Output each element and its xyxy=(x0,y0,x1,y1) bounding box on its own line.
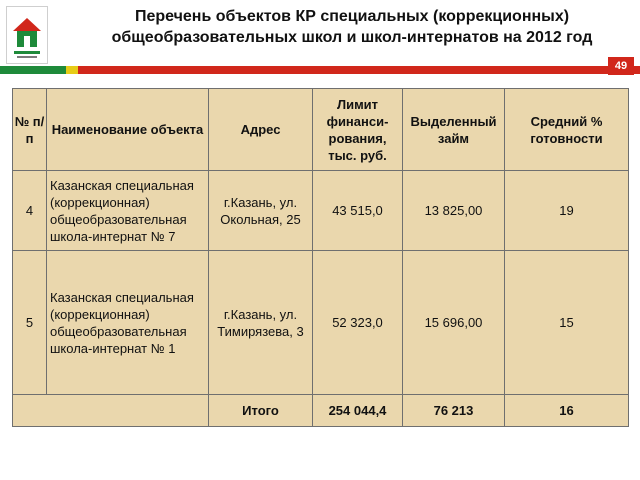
title-line-1: Перечень объектов КР специальных (коррекционных) xyxy=(134,8,570,25)
object-address: г.Казань, ул. Тимирязева, 3 xyxy=(209,251,313,395)
table-row xyxy=(13,251,629,395)
column-header-name: Наименование объекта xyxy=(47,89,209,171)
total-label: Итого xyxy=(209,395,313,427)
total-limit: 254 044,4 xyxy=(313,395,403,427)
page-number-badge: 49 xyxy=(608,57,634,75)
row-number: 4 xyxy=(13,171,47,251)
column-header-readiness: Средний % готовности xyxy=(505,89,629,171)
allocated-loan: 15 696,00 xyxy=(403,251,505,395)
table-header-row xyxy=(13,89,629,171)
readiness-percent: 15 xyxy=(505,251,629,395)
column-header-loan: Выделенный займ xyxy=(403,89,505,171)
total-readiness: 16 xyxy=(505,395,629,427)
stripe-red xyxy=(78,66,640,74)
column-header-number: № п/п xyxy=(13,89,47,171)
object-address: г.Казань, ул. Окольная, 25 xyxy=(209,171,313,251)
total-loan: 76 213 xyxy=(403,395,505,427)
allocated-loan: 13 825,00 xyxy=(403,171,505,251)
object-name: Казанская специальная (коррекционная) общеобразовательная школа-интернат № 1 xyxy=(47,251,209,395)
column-header-limit: Лимит финанси-рования, тыс. руб. xyxy=(313,89,403,171)
total-row xyxy=(13,395,629,427)
stripe-green xyxy=(0,66,66,74)
column-header-address: Адрес xyxy=(209,89,313,171)
readiness-percent: 19 xyxy=(505,171,629,251)
stripe-yellow xyxy=(66,66,78,74)
page-title xyxy=(72,6,632,48)
house-logo-icon xyxy=(7,7,47,63)
total-blank-cell xyxy=(13,395,209,427)
funding-limit: 52 323,0 xyxy=(313,251,403,395)
table-row xyxy=(13,171,629,251)
title-line-2: общеобразовательных школ и школ-интернатов на 2012 год xyxy=(111,29,593,46)
object-name: Казанская специальная (коррекционная) общеобразовательная школа-интернат № 7 xyxy=(47,171,209,251)
funding-limit: 43 515,0 xyxy=(313,171,403,251)
organization-logo xyxy=(6,6,48,64)
row-number: 5 xyxy=(13,251,47,395)
objects-table xyxy=(12,88,629,427)
decorative-stripe xyxy=(0,66,640,74)
